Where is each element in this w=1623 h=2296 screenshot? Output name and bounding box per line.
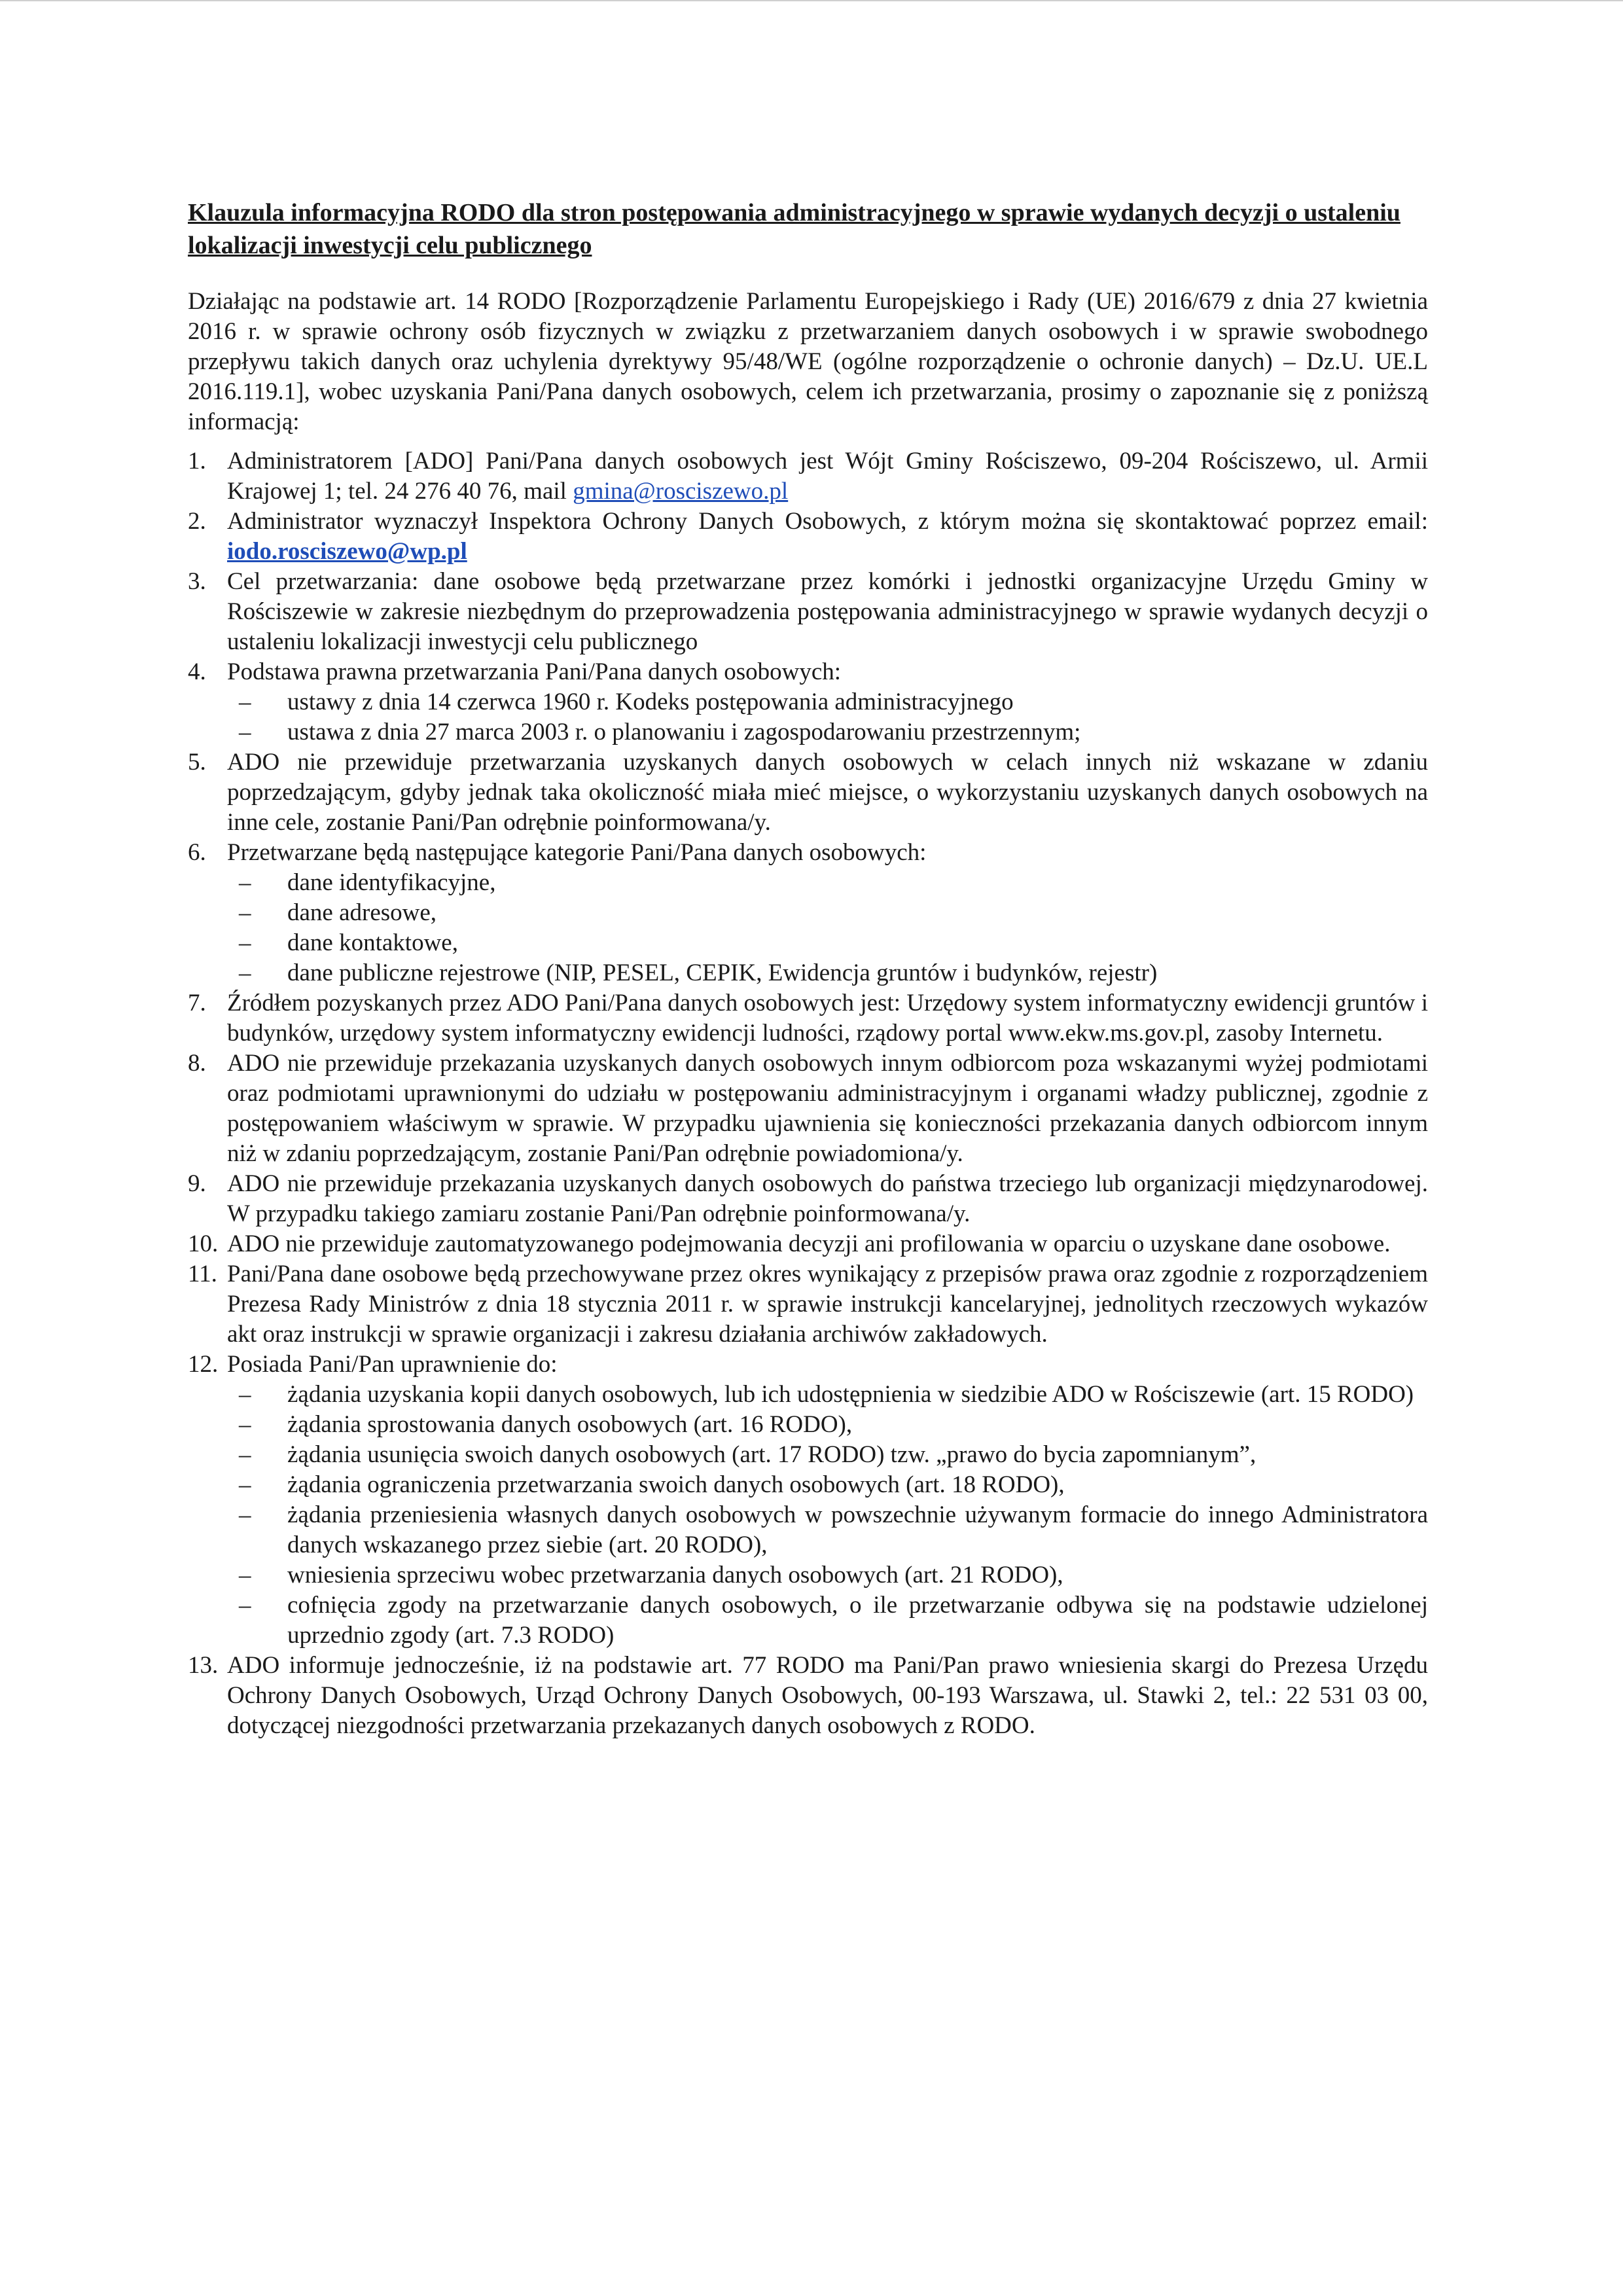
clause-text: Pani/Pana dane osobowe będą przechowywane przez okres wynikający z przepisów prawa oraz zgodnie z rozporządzeniem Prezesa Rady Ministrów z dnia 18 stycznia 2011 r. w sprawie instrukcji kancelaryjnej, jednolitych rzeczowych wykazów akt oraz instrukcji w sprawie organizacji i zakresu działania archiwów zakładowych. <box>227 1261 1428 1348</box>
dash-marker: – <box>239 929 251 956</box>
sub-list-text: wniesienia sprzeciwu wobec przetwarzania danych osobowych (art. 21 RODO), <box>287 1562 1063 1588</box>
clause-item <box>188 1651 1428 1741</box>
sub-list-text: żądania przeniesienia własnych danych osobowych w powszechnie używanym formacie do innego Administratora danych wskazanego przez siebie (art. 20 RODO), <box>287 1501 1428 1558</box>
sub-list-item <box>227 1380 1428 1410</box>
clause-item <box>188 1350 1428 1651</box>
sub-list-text: żądania sprostowania danych osobowych (art. 16 RODO), <box>287 1411 853 1438</box>
clause-number: 11. <box>188 1261 217 1287</box>
clause-number: 7. <box>188 990 206 1016</box>
clause-number: 4. <box>188 658 206 685</box>
clause-text: Podstawa prawna przetwarzania Pani/Pana danych osobowych: <box>227 658 842 685</box>
sub-list-item <box>227 958 1428 988</box>
sub-list-text: dane identyfikacyjne, <box>287 869 496 896</box>
clause-number: 5. <box>188 749 206 776</box>
clause-text: ADO nie przewiduje zautomatyzowanego podejmowania decyzji ani profilowania w oparciu o uzyskane dane osobowe. <box>227 1230 1391 1257</box>
dash-marker: – <box>239 1592 251 1619</box>
sub-list-item <box>227 898 1428 928</box>
clause-number: 10. <box>188 1230 219 1257</box>
dash-marker: – <box>239 899 251 926</box>
clause-number: 9. <box>188 1170 206 1197</box>
sub-list <box>227 1380 1428 1651</box>
sub-list-item <box>227 1560 1428 1590</box>
clause-item <box>188 1259 1428 1350</box>
clause-item <box>188 507 1428 567</box>
clause-text: Administratorem [ADO] Pani/Pana danych osobowych jest Wójt Gminy Rościszewo, 09-204 Rościszewo, ul. Armii Krajowej 1; tel. 24 276 40 76, mail <box>227 448 1428 505</box>
dash-marker: – <box>239 1471 251 1498</box>
dash-marker: – <box>239 1562 251 1588</box>
clause-number: 2. <box>188 508 206 535</box>
clause-item <box>188 838 1428 988</box>
dash-marker: – <box>239 1501 251 1528</box>
clause-item <box>188 1169 1428 1229</box>
clause-item <box>188 567 1428 657</box>
document-body <box>188 196 1428 1741</box>
sub-list-item <box>227 1590 1428 1651</box>
sub-list-item <box>227 1440 1428 1470</box>
clause-text: ADO nie przewiduje przekazania uzyskanych danych osobowych innym odbiorcom poza wskazanymi wyżej podmiotami oraz podmiotami uprawnionymi do udziału w postępowaniu administracyjnym i organami władzy publicznej, zgodnie z postępowaniem właściwym w sprawie. W przypadku ujawnienia się konieczności przekazania danych odbiorcom innym niż w zdaniu poprzedzającym, zostanie Pani/Pan odrębnie powiadomiona/y. <box>227 1050 1428 1167</box>
sub-list-text: ustawa z dnia 27 marca 2003 r. o planowaniu i zagospodarowaniu przestrzennym; <box>287 719 1081 745</box>
clause-text: Źródłem pozyskanych przez ADO Pani/Pana danych osobowych jest: Urzędowy system informatyczny ewidencji gruntów i budynków, urzędowy system informatyczny ewidencji ludności, rządowy portal www.ekw.ms.gov.pl, zasoby Internetu. <box>227 990 1428 1047</box>
dash-marker: – <box>239 1381 251 1408</box>
intro-paragraph: Działając na podstawie art. 14 RODO [Rozporządzenie Parlamentu Europejskiego i Rady (UE) 2016/679 z dnia 27 kwietnia 2016 r. w sprawie ochrony osób fizycznych w związku z przetwarzaniem danych osobowych i w sprawie swobodnego przepływu takich danych oraz uchylenia dyrektywy 95/48/WE (ogólne rozporządzenie o ochronie danych) – Dz.U. UE.L 2016.119.1], wobec uzyskania Pani/Pana danych osobowych, celem ich przetwarzania, prosimy o zapoznanie się z poniższą informacją: <box>188 288 1428 435</box>
clause-text: Posiada Pani/Pan uprawnienie do: <box>227 1351 558 1378</box>
clause-text: Cel przetwarzania: dane osobowe będą przetwarzane przez komórki i jednostki organizacyjne Urzędu Gminy w Rościszewie w zakresie niezbędnym do przeprowadzenia postępowania administracyjnego w sprawie wydanych decyzji o ustaleniu lokalizacji inwestycji celu publicznego <box>227 568 1428 655</box>
clause-number: 3. <box>188 568 206 595</box>
sub-list-text: cofnięcia zgody na przetwarzanie danych osobowych, o ile przetwarzanie odbywa się na podstawie udzielonej uprzednio zgody (art. 7.3 RODO) <box>287 1592 1428 1649</box>
clause-item <box>188 1229 1428 1259</box>
clause-number: 1. <box>188 448 206 475</box>
clause-item <box>188 988 1428 1049</box>
clause-text: Administrator wyznaczył Inspektora Ochrony Danych Osobowych, z którym można się skontaktować poprzez email: <box>227 508 1428 535</box>
dash-marker: – <box>239 689 251 715</box>
sub-list-text: żądania ograniczenia przetwarzania swoich danych osobowych (art. 18 RODO), <box>287 1471 1065 1498</box>
email-link-iodo[interactable]: iodo.rosciszewo@wp.pl <box>227 538 467 565</box>
email-link-gmina[interactable]: gmina@rosciszewo.pl <box>573 478 789 505</box>
clause-text: ADO nie przewiduje przetwarzania uzyskanych danych osobowych w celach innych niż wskazane w zdaniu poprzedzającym, gdyby jednak taka okoliczność miała mieć miejsce, o wykorzystaniu uzyskanych danych osobowych na inne cele, zostanie Pani/Pan odrębnie poinformowana/y. <box>227 749 1428 836</box>
clause-number: 13. <box>188 1652 219 1679</box>
scan-edge-line <box>0 0 1623 1</box>
dash-marker: – <box>239 869 251 896</box>
sub-list-item <box>227 717 1428 747</box>
document-title: Klauzula informacyjna RODO dla stron postępowania administracyjnego w sprawie wydanych decyzji o ustaleniu lokalizacji inwestycji celu publicznego <box>188 199 1400 259</box>
sub-list-item <box>227 1410 1428 1440</box>
clause-text: ADO informuje jednocześnie, iż na podstawie art. 77 RODO ma Pani/Pan prawo wniesienia skargi do Prezesa Urzędu Ochrony Danych Osobowych, Urząd Ochrony Danych Osobowych, 00-193 Warszawa, ul. Stawki 2, tel.: 22 531 03 00, dotyczącej niezgodności przetwarzania przekazanych danych osobowych z RODO. <box>227 1652 1428 1739</box>
clause-item <box>188 657 1428 747</box>
sub-list <box>227 868 1428 988</box>
sub-list-text: dane kontaktowe, <box>287 929 458 956</box>
sub-list-item <box>227 1470 1428 1500</box>
clause-text: Przetwarzane będą następujące kategorie Pani/Pana danych osobowych: <box>227 839 927 866</box>
clause-number: 6. <box>188 839 206 866</box>
clause-text: ADO nie przewiduje przekazania uzyskanych danych osobowych do państwa trzeciego lub organizacji międzynarodowej. W przypadku takiego zamiaru zostanie Pani/Pan odrębnie poinformowana/y. <box>227 1170 1428 1227</box>
clause-number: 8. <box>188 1050 206 1077</box>
sub-list <box>227 687 1428 747</box>
sub-list-text: dane adresowe, <box>287 899 437 926</box>
sub-list-text: dane publiczne rejestrowe (NIP, PESEL, CEPIK, Ewidencja gruntów i budynków, rejestr) <box>287 960 1158 986</box>
clause-number: 12. <box>188 1351 219 1378</box>
clause-item <box>188 747 1428 838</box>
sub-list-text: żądania uzyskania kopii danych osobowych, lub ich udostępnienia w siedzibie ADO w Rościszewie (art. 15 RODO) <box>287 1381 1414 1408</box>
dash-marker: – <box>239 1411 251 1438</box>
clause-list <box>188 446 1428 1741</box>
dash-marker: – <box>239 1441 251 1468</box>
sub-list-text: ustawy z dnia 14 czerwca 1960 r. Kodeks postępowania administracyjnego <box>287 689 1014 715</box>
dash-marker: – <box>239 719 251 745</box>
clause-item <box>188 446 1428 507</box>
sub-list-item <box>227 868 1428 898</box>
sub-list-item <box>227 1500 1428 1560</box>
dash-marker: – <box>239 960 251 986</box>
sub-list-text: żądania usunięcia swoich danych osobowych (art. 17 RODO) tzw. „prawo do bycia zapomnianym”, <box>287 1441 1257 1468</box>
sub-list-item <box>227 687 1428 717</box>
clause-item <box>188 1049 1428 1169</box>
sub-list-item <box>227 928 1428 958</box>
